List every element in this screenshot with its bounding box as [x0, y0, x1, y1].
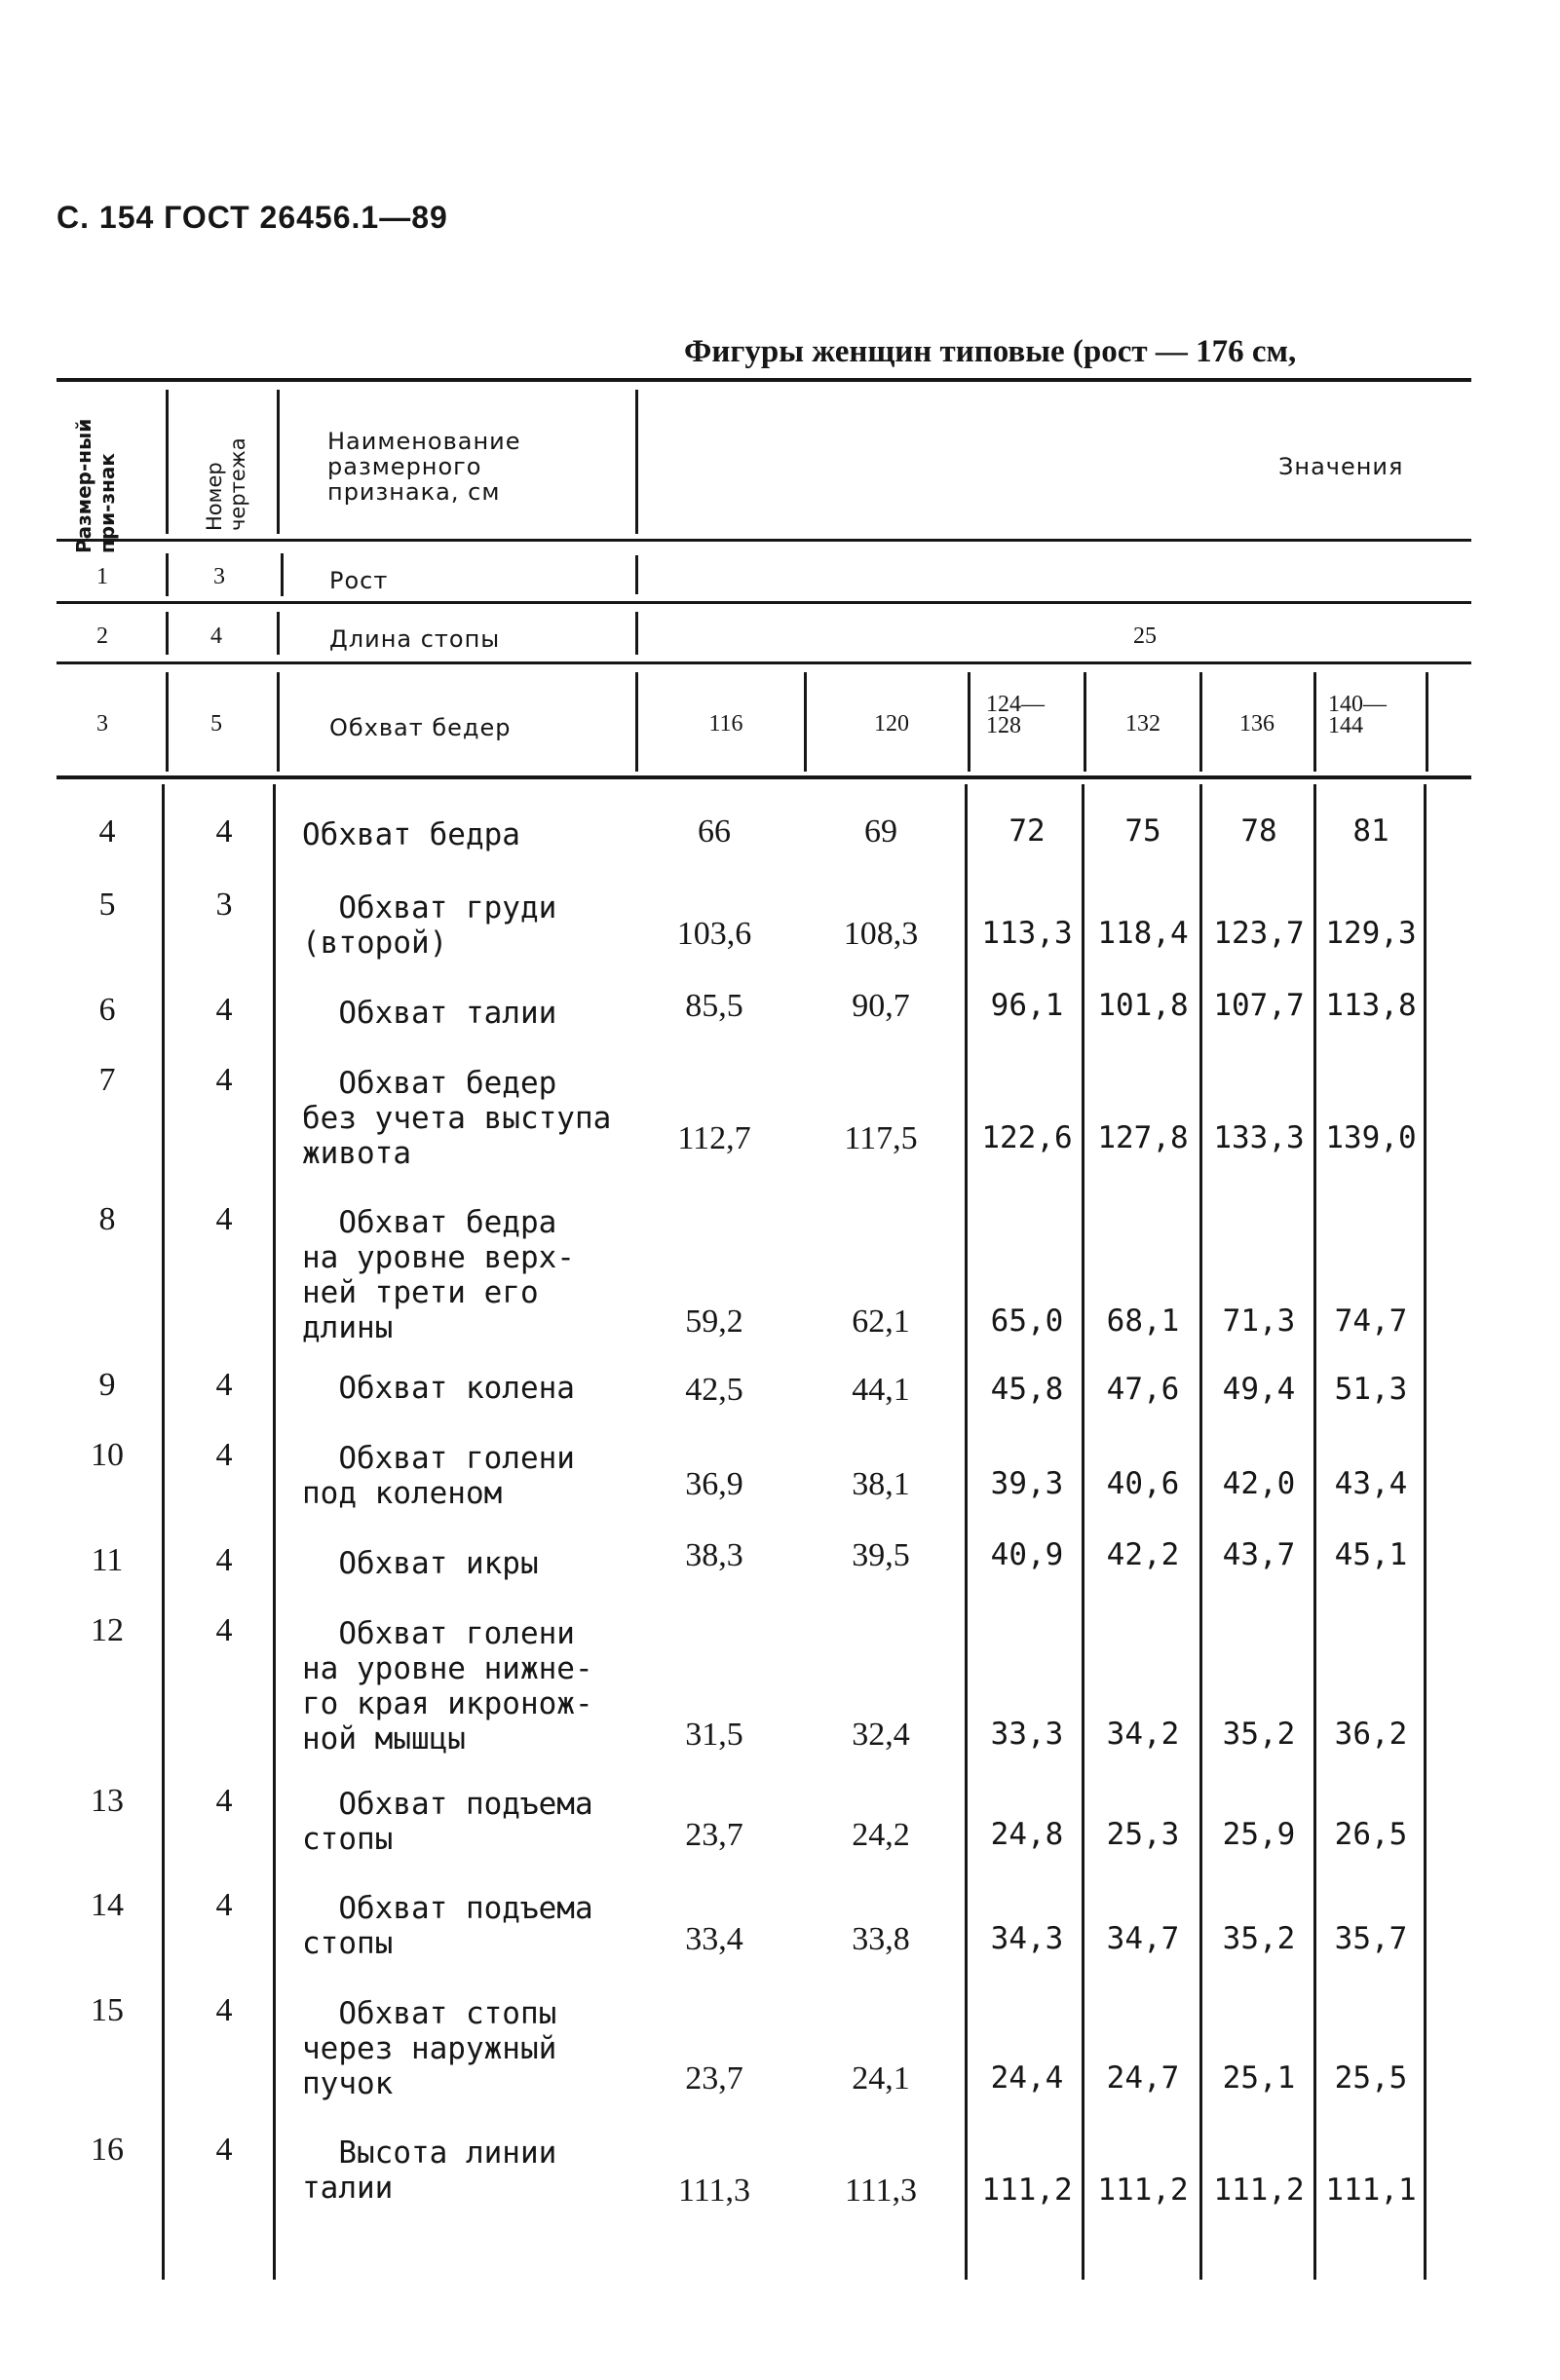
row-8-name [302, 1205, 575, 1345]
row-9-name-line: Обхват колена [302, 1371, 575, 1406]
row-6-value-3: 96,1 [990, 988, 1064, 1023]
row-9-value-2: 44,1 [852, 1372, 910, 1408]
row-6-name [302, 996, 556, 1031]
row-7-value-2: 117,5 [844, 1120, 918, 1156]
row-5-name-line: Обхват груди [302, 890, 557, 926]
row-7-name-line: живота [302, 1136, 411, 1171]
vrule-r3a [166, 672, 169, 772]
row-12-drawing: 4 [215, 1612, 233, 1648]
row-5-value-1: 103,6 [676, 916, 752, 952]
row-7-value-5: 133,3 [1213, 1120, 1305, 1155]
vrule-r2c [635, 612, 638, 655]
row-7-name [302, 1066, 611, 1171]
col-head-size-feature [72, 417, 150, 553]
row-11-value-3: 40,9 [990, 1537, 1064, 1572]
col-head-values: Значения [1278, 453, 1404, 480]
row-8-name-line: на уровне верх- [302, 1240, 575, 1275]
row3-d: 5 [210, 711, 222, 737]
row-13-value-5: 25,9 [1222, 1817, 1296, 1852]
vrule-r3g [1199, 672, 1202, 772]
row-10-value-6: 43,4 [1334, 1466, 1408, 1501]
row-8-number: 8 [98, 1201, 116, 1237]
row-6-number: 6 [98, 992, 116, 1028]
row-11-value-6: 45,1 [1334, 1537, 1408, 1572]
row-12-name-line: на уровне нижне- [302, 1651, 593, 1686]
row-11-value-4: 42,2 [1106, 1537, 1180, 1572]
row-5-name-line: (второй) [302, 926, 448, 961]
row-13-name-line: Обхват подъема [302, 1787, 593, 1822]
col-head-name-line3: признака, см [327, 478, 501, 506]
row-6-value-1: 85,5 [685, 988, 743, 1024]
row-16-name [302, 2135, 556, 2206]
row-4-name [302, 817, 520, 852]
row-15-name-line: через наружный [302, 2031, 557, 2066]
row-14-value-5: 35,2 [1222, 1921, 1296, 1956]
row-15-value-1: 23,7 [685, 2060, 743, 2097]
row-15-value-3: 24,4 [990, 2060, 1064, 2096]
col-head-drawing [203, 395, 253, 531]
row-9-name [302, 1371, 575, 1406]
row-8-name-line: Обхват бедра [302, 1205, 557, 1240]
row-6-value-2: 90,7 [852, 988, 910, 1024]
row-16-value-2: 111,3 [845, 2172, 917, 2209]
row-5-drawing: 3 [215, 887, 233, 923]
row-13-value-2: 24,2 [852, 1817, 910, 1853]
row-5-value-6: 129,3 [1325, 916, 1417, 951]
row-9-number: 9 [98, 1367, 116, 1403]
row-12-name-line: го края икронож- [302, 1686, 593, 1721]
rule-top [57, 378, 1471, 382]
hip-120: 120 [874, 711, 909, 737]
rule-row1 [57, 601, 1471, 604]
vrule-2 [277, 390, 280, 534]
row-11-number: 11 [91, 1542, 124, 1578]
row-10-drawing: 4 [215, 1437, 233, 1473]
row-11-drawing: 4 [215, 1542, 233, 1578]
vrule-r1b [281, 553, 284, 596]
rule-row2 [57, 661, 1471, 664]
row-8-value-3: 65,0 [990, 1303, 1064, 1339]
rule-head [57, 539, 1471, 542]
row2-value: 25 [1133, 623, 1157, 649]
row-9-value-3: 45,8 [990, 1372, 1064, 1407]
row-4-value-1: 66 [698, 813, 731, 850]
vrule-r1c [635, 555, 638, 594]
row-4-value-2: 69 [864, 813, 897, 850]
row-8-drawing: 4 [215, 1201, 233, 1237]
row-16-value-3: 111,2 [981, 2172, 1073, 2208]
row-4-number: 4 [98, 813, 116, 850]
row-13-value-4: 25,3 [1106, 1817, 1180, 1852]
row-12-value-3: 33,3 [990, 1717, 1064, 1752]
vrule-r3e [968, 672, 970, 772]
row-8-name-line: ней трети его [302, 1275, 539, 1310]
row-5-value-5: 123,7 [1213, 916, 1305, 951]
row-9-value-6: 51,3 [1334, 1372, 1408, 1407]
row-15-name-line: пучок [302, 2066, 394, 2101]
row-8-value-6: 74,7 [1334, 1303, 1408, 1339]
row-15-value-5: 25,1 [1222, 2060, 1296, 2096]
vrule-r3d [804, 672, 807, 772]
hip-132: 132 [1125, 711, 1160, 737]
row1-name: Рост [329, 567, 389, 594]
row-12-value-6: 36,2 [1334, 1717, 1408, 1752]
row-14-value-4: 34,7 [1106, 1921, 1180, 1956]
row-10-name-line: под коленом [302, 1476, 503, 1511]
row-12-value-4: 34,2 [1106, 1717, 1180, 1752]
row-6-value-4: 101,8 [1097, 988, 1189, 1023]
row-5-value-4: 118,4 [1097, 916, 1189, 951]
row-12-name-line: ной мышцы [302, 1721, 466, 1757]
row-15-value-4: 24,7 [1106, 2060, 1180, 2096]
row2-name: Длина стопы [329, 625, 501, 653]
vrule-r1a [166, 553, 169, 596]
row-10-value-5: 42,0 [1222, 1466, 1296, 1501]
vrule-r3i [1426, 672, 1428, 772]
vrule-body-3 [965, 784, 968, 2280]
row-8-value-4: 68,1 [1106, 1303, 1180, 1339]
row-7-drawing: 4 [215, 1062, 233, 1098]
row-10-value-3: 39,3 [990, 1466, 1064, 1501]
row-15-name [302, 1996, 556, 2101]
row-4-drawing: 4 [215, 813, 233, 850]
vrule-r3c [635, 672, 638, 772]
row-7-value-4: 127,8 [1097, 1120, 1189, 1155]
row-6-value-5: 107,7 [1213, 988, 1305, 1023]
page-header: С. 154 ГОСТ 26456.1—89 [57, 200, 448, 235]
row-11-value-1: 38,3 [685, 1537, 743, 1573]
row-16-value-4: 111,2 [1097, 2172, 1189, 2208]
row-7-value-3: 122,6 [981, 1120, 1073, 1155]
col-head-name-line1: Наименование [327, 428, 521, 455]
row-14-value-2: 33,8 [852, 1921, 910, 1957]
row-4-value-4: 75 [1124, 813, 1161, 849]
vrule-r2a [166, 612, 169, 655]
vrule-1 [166, 390, 169, 534]
row-4-value-3: 72 [1008, 813, 1046, 849]
row-16-number: 16 [91, 2132, 124, 2168]
row-12-value-1: 31,5 [685, 1717, 743, 1753]
row-12-name [302, 1616, 593, 1757]
row-12-number: 12 [91, 1612, 124, 1648]
vrule-3 [635, 390, 638, 534]
row-12-value-5: 35,2 [1222, 1717, 1296, 1752]
row-7-value-1: 112,7 [677, 1120, 751, 1156]
row-16-drawing: 4 [215, 2132, 233, 2168]
row-9-value-5: 49,4 [1222, 1372, 1296, 1407]
row-12-value-2: 32,4 [852, 1717, 910, 1753]
row1-d: 3 [213, 564, 225, 589]
table-caption: Фигуры женщин типовые (рост — 176 см, [684, 334, 1297, 369]
row-14-name-line: Обхват подъема [302, 1891, 593, 1926]
row-6-value-6: 113,8 [1325, 988, 1417, 1023]
row-11-name [302, 1546, 539, 1581]
row-4-value-6: 81 [1352, 813, 1389, 849]
vrule-r3f [1084, 672, 1086, 772]
vrule-body-1 [162, 784, 165, 2280]
row-14-name-line: стопы [302, 1926, 394, 1961]
rule-row3 [57, 775, 1471, 779]
row-13-name [302, 1787, 593, 1857]
vrule-body-2 [273, 784, 276, 2280]
row-13-value-6: 26,5 [1334, 1817, 1408, 1852]
row-13-value-1: 23,7 [685, 1817, 743, 1853]
hip-124-128: 124—128 [986, 692, 1045, 738]
col-head-size-feature-text: Размер-ный при-знак [72, 418, 119, 553]
row-15-number: 15 [91, 1992, 124, 2028]
row-6-name-line: Обхват талии [302, 996, 557, 1031]
row-7-name-line: без учета выступа [302, 1101, 612, 1136]
row-15-value-6: 25,5 [1334, 2060, 1408, 2096]
row1-n: 1 [96, 564, 108, 589]
row-10-value-4: 40,6 [1106, 1466, 1180, 1501]
hip-116: 116 [708, 711, 743, 737]
col-head-drawing-text: Номер чертежа [203, 437, 249, 531]
row-7-number: 7 [98, 1062, 116, 1098]
row-5-name [302, 890, 556, 961]
row-10-value-1: 36,9 [685, 1466, 743, 1502]
row-11-name-line: Обхват икры [302, 1546, 539, 1581]
row-13-name-line: стопы [302, 1822, 394, 1857]
row-16-value-5: 111,2 [1213, 2172, 1305, 2208]
row-9-drawing: 4 [215, 1367, 233, 1403]
vrule-r3b [277, 672, 280, 772]
row-14-value-3: 34,3 [990, 1921, 1064, 1956]
row-15-value-2: 24,1 [852, 2060, 910, 2097]
row-5-value-3: 113,3 [981, 916, 1073, 951]
hip-140-144: 140—144 [1328, 692, 1387, 738]
row3-name: Обхват бедер [329, 714, 512, 741]
row-5-value-2: 108,3 [843, 916, 919, 952]
row-16-value-6: 111,1 [1325, 2172, 1417, 2208]
row-10-name [302, 1441, 575, 1511]
row-16-name-line: Высота линии [302, 2135, 557, 2171]
row-16-name-line: талии [302, 2171, 394, 2206]
row-14-name [302, 1891, 593, 1961]
row-15-name-line: Обхват стопы [302, 1996, 557, 2031]
row-12-name-line: Обхват голени [302, 1616, 575, 1651]
row-5-number: 5 [98, 887, 116, 923]
row-9-value-1: 42,5 [685, 1372, 743, 1408]
row-9-value-4: 47,6 [1106, 1372, 1180, 1407]
row-8-value-1: 59,2 [685, 1303, 743, 1340]
row-11-value-2: 39,5 [852, 1537, 910, 1573]
row3-n: 3 [96, 711, 108, 737]
vrule-r3h [1313, 672, 1316, 772]
row-13-value-3: 24,8 [990, 1817, 1064, 1852]
row-15-drawing: 4 [215, 1992, 233, 2028]
row-4-name-line: Обхват бедра [302, 817, 520, 852]
col-head-name-line2: размерного [327, 453, 482, 480]
row-14-value-6: 35,7 [1334, 1921, 1408, 1956]
row-10-name-line: Обхват голени [302, 1441, 575, 1476]
row-16-value-1: 111,3 [678, 2172, 750, 2209]
row-8-value-5: 71,3 [1222, 1303, 1296, 1339]
row-7-value-6: 139,0 [1325, 1120, 1417, 1155]
row-7-name-line: Обхват бедер [302, 1066, 557, 1101]
row2-d: 4 [210, 623, 222, 649]
row-14-value-1: 33,4 [685, 1921, 743, 1957]
row2-n: 2 [96, 623, 108, 649]
row-10-value-2: 38,1 [852, 1466, 910, 1502]
row-14-number: 14 [91, 1887, 124, 1923]
row-8-name-line: длины [302, 1310, 394, 1345]
row-10-number: 10 [91, 1437, 124, 1473]
row-6-drawing: 4 [215, 992, 233, 1028]
row-13-number: 13 [91, 1783, 124, 1819]
vrule-r2b [277, 612, 280, 655]
row-14-drawing: 4 [215, 1887, 233, 1923]
col-head-name [327, 429, 521, 505]
hip-136: 136 [1239, 711, 1275, 737]
row-11-value-5: 43,7 [1222, 1537, 1296, 1572]
row-13-drawing: 4 [215, 1783, 233, 1819]
row-4-value-5: 78 [1240, 813, 1277, 849]
row-8-value-2: 62,1 [852, 1303, 910, 1340]
